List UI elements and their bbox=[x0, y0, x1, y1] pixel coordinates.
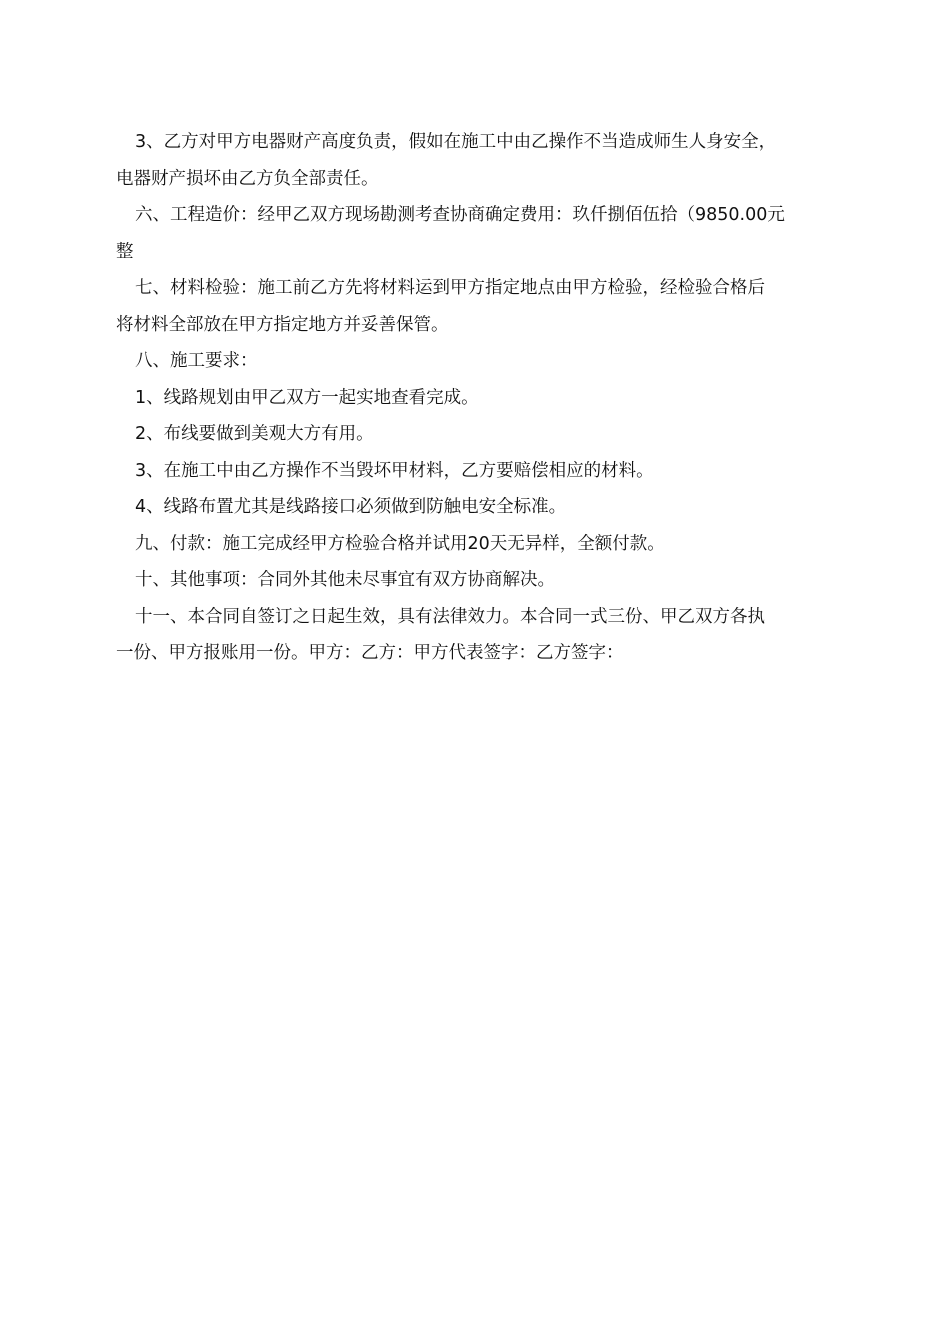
requirement-item-4 bbox=[116, 489, 836, 526]
clause-project-cost bbox=[116, 197, 836, 270]
clause-material-inspection bbox=[116, 270, 836, 343]
text-line: 4、线路布置尤其是线路接口必须做到防触电安全标准。 bbox=[135, 497, 567, 517]
text-line: 电器财产损坏由乙方负全部责任。 bbox=[116, 168, 379, 189]
text-line: 2、布线要做到美观大方有用。 bbox=[135, 424, 374, 444]
text-line: 六、工程造价：经甲乙双方现场勘测考查协商确定费用：玖仟捌佰伍拾（9850.00元 bbox=[135, 205, 785, 225]
clause-effectiveness-and-signatures bbox=[116, 599, 836, 672]
clause-construction-requirements-heading bbox=[116, 343, 836, 380]
text-line: 十一、本合同自签订之日起生效，具有法律效力。本合同一式三份、甲乙双方各执 bbox=[135, 606, 765, 627]
text-line: 一份、甲方报账用一份。甲方：乙方：甲方代表签字：乙方签字： bbox=[116, 643, 624, 663]
clause-other-matters bbox=[116, 562, 836, 599]
clause-electrical-responsibility bbox=[116, 124, 836, 197]
requirement-item-1 bbox=[116, 380, 836, 417]
text-line: 3、乙方对甲方电器财产高度负责，假如在施工中由乙操作不当造成师生人身安全， bbox=[135, 132, 777, 152]
text-line: 七、材料检验：施工前乙方先将材料运到甲方指定地点由甲方检验，经检验合格后 bbox=[135, 278, 765, 298]
requirement-item-3 bbox=[116, 453, 836, 490]
text-line: 八、施工要求： bbox=[135, 351, 258, 371]
text-line: 将材料全部放在甲方指定地方并妥善保管。 bbox=[116, 314, 449, 335]
requirement-item-2 bbox=[116, 416, 836, 453]
text-line: 十、其他事项：合同外其他未尽事宜有双方协商解决。 bbox=[135, 570, 555, 590]
clause-payment bbox=[116, 526, 836, 563]
text-line: 1、线路规划由甲乙双方一起实地查看完成。 bbox=[135, 387, 479, 408]
text-line: 九、付款：施工完成经甲方检验合格并试用20天无异样，全额付款。 bbox=[135, 533, 665, 554]
text-line: 整 bbox=[116, 241, 134, 262]
contract-body bbox=[116, 124, 836, 672]
text-line: 3、在施工中由乙方操作不当毁坏甲材料，乙方要赔偿相应的材料。 bbox=[135, 460, 654, 481]
